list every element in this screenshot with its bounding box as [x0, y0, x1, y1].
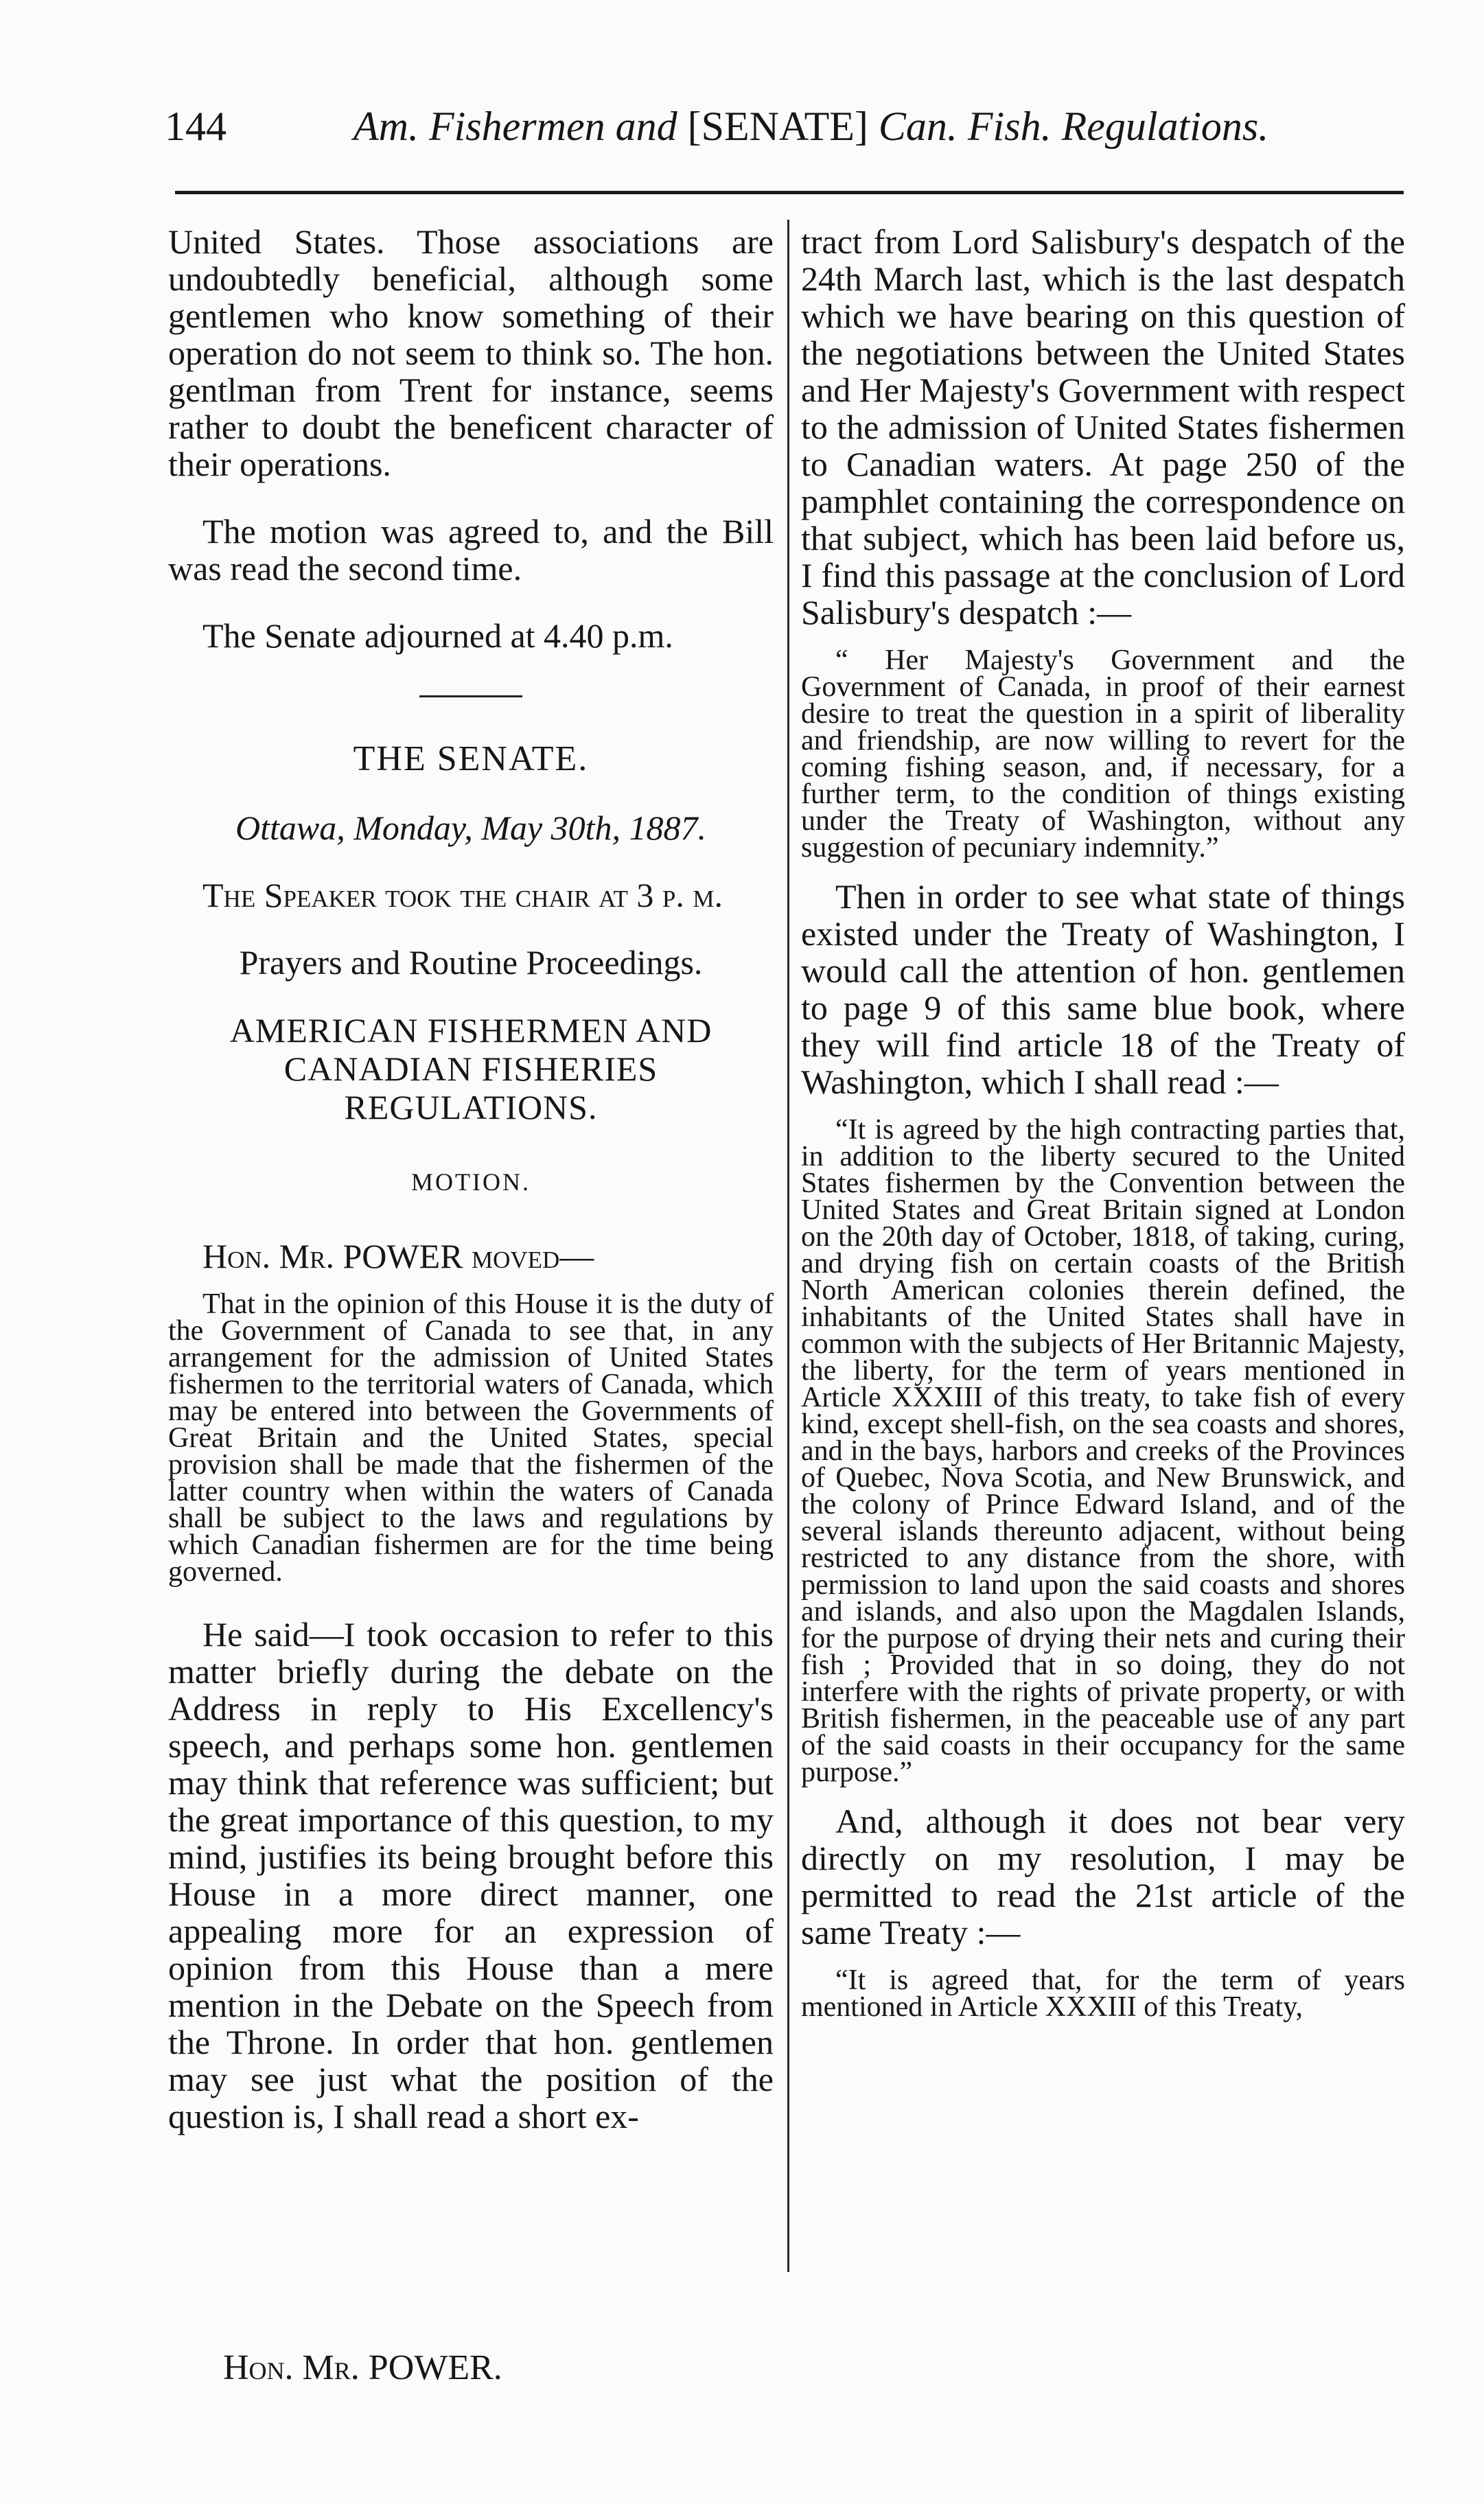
running-title-left: Am. Fishermen and: [353, 104, 688, 149]
speaker-took-chair: The Speaker took the chair at 3 p. m.: [202, 876, 723, 914]
prayers-line: Prayers and Routine Proceedings.: [239, 943, 703, 982]
moved-line: Hon. Mr. POWER moved—: [202, 1237, 594, 1275]
speech-paragraph: He said—I took occasion to refer to this matter briefly during the debate on the Address in reply to His Excellency's speech, and perhaps some hon. gentlemen may think that reference was sufficient; but the great importance of this question, to my mind, justifies its being brought before this House in a more direct manner, one appealing more for an expression of opinion from this House than a mere mention in the Debate on the Speech from the Throne. In order that hon. gentlemen may see just what the position of the question is, I shall read a short ex-: [168, 1615, 774, 2135]
dateline: Ottawa, Monday, May 30th, 1887.: [235, 809, 707, 847]
adjourned-paragraph: The Senate adjourned at 4.40 p.m.: [202, 616, 673, 655]
right-paragraph-2: Then in order to see what state of things existed under the Treaty of Washington, I would call the attention of hon. gentlemen to page 9 of this same blue book, where they will find article 18 of the Treaty of Washington, which I shall read :—: [801, 877, 1405, 1101]
senate-heading: THE SENATE.: [353, 739, 589, 778]
footer-speaker: Hon. Mr. POWER.: [223, 2348, 502, 2387]
running-title-senate: [SENATE]: [687, 104, 868, 149]
topic-heading: AMERICAN FISHERMEN AND CANADIAN FISHERIES REGULATIONS.: [229, 1011, 712, 1126]
right-paragraph-3: And, although it does not bear very directly on my resolution, I may be permitted to read the 21st article of the same Treaty :—: [801, 1802, 1405, 1951]
header-rule: [175, 191, 1404, 194]
left-paragraph-1: United States. Those associations are undoubtedly beneficial, although some gentlemen who know something of their operation do not seem to think so. The hon. gentlman from Trent for instance, seems rather to doubt the beneficent character of their operations.: [168, 223, 774, 483]
running-header: [165, 96, 1345, 158]
left-column: [168, 223, 774, 2282]
motion-agreed-paragraph: The motion was agreed to, and the Bill was read the second time.: [168, 512, 774, 588]
salisbury-quote: “ Her Majesty's Government and the Government of Canada, in proof of their earnest desire to treat the question in a spirit of liberality and friendship, are now willing to revert for the coming fishing season, and, if necessary, for a further term, to the condition of things existing under the Treaty of Washington, without any suggestion of pecuniary indemnity.”: [801, 645, 1405, 863]
running-title-right: Can. Fish. Regulations.: [868, 104, 1269, 149]
motion-label: MOTION.: [411, 1168, 531, 1196]
article-18-quote: “It is agreed by the high contracting parties that, in addition to the liberty secured to the United States fishermen by the Convention between the United States and Great Britain signed at London on the 20th day of October, 1818, of taking, curing, and drying fish on certain coasts of the British North American colonies therein defined, the inhabitants of the United States shall have in common with the subjects of Her Britannic Majesty, the liberty, for the term of years mentioned in Article XXXIII of this treaty, to take fish of every kind, except shell-fish, on the sea coasts and shores, and in the bays, harbors and creeks of the Provinces of Quebec, Nova Scotia, and New Brunswick, and the colony of Prince Edward Island, and of the several islands thereunto adjacent, without being restricted to any distance from the shore, with permission to land upon the said coasts and shores and islands, and also upon the Magdalen Islands, for the purpose of drying their nets and curing their fish ; Provided that in so doing, they do not interfere with the rights of private property, or with British fishermen, in the peaceable use of any part of the said coasts in their occupancy for the same purpose.”: [801, 1114, 1405, 1788]
right-paragraph-1: tract from Lord Salisbury's despatch of the 24th March last, which is the last despatch which we have bearing on this question of the negotiations between the United States and Her Majesty's Government with respect to the admission of United States fishermen to Canadian waters. At page 250 of the pamphlet containing the correspondence on that subject, which has been laid before us, I find this passage at the conclusion of Lord Salisbury's despatch :—: [801, 223, 1405, 631]
column-divider: [787, 220, 789, 2272]
article-21-quote: “It is agreed that, for the term of years mentioned in Article XXXIII of this Treaty,: [801, 1964, 1405, 2023]
motion-text: That in the opinion of this House it is the duty of the Government of Canada to see that, in any arrangement for the admission of United States fishermen to the territorial waters of Canada, which may be entered into between the Governments of Great Britain and the United States, special provision shall be made that the fishermen of the latter country when within the waters of Canada shall be subject to the laws and regulations by which Canadian fishermen are for the time being governed.: [168, 1288, 774, 1588]
right-column: [801, 223, 1405, 2282]
page-number: 144: [165, 104, 227, 149]
running-title: [353, 103, 1268, 150]
